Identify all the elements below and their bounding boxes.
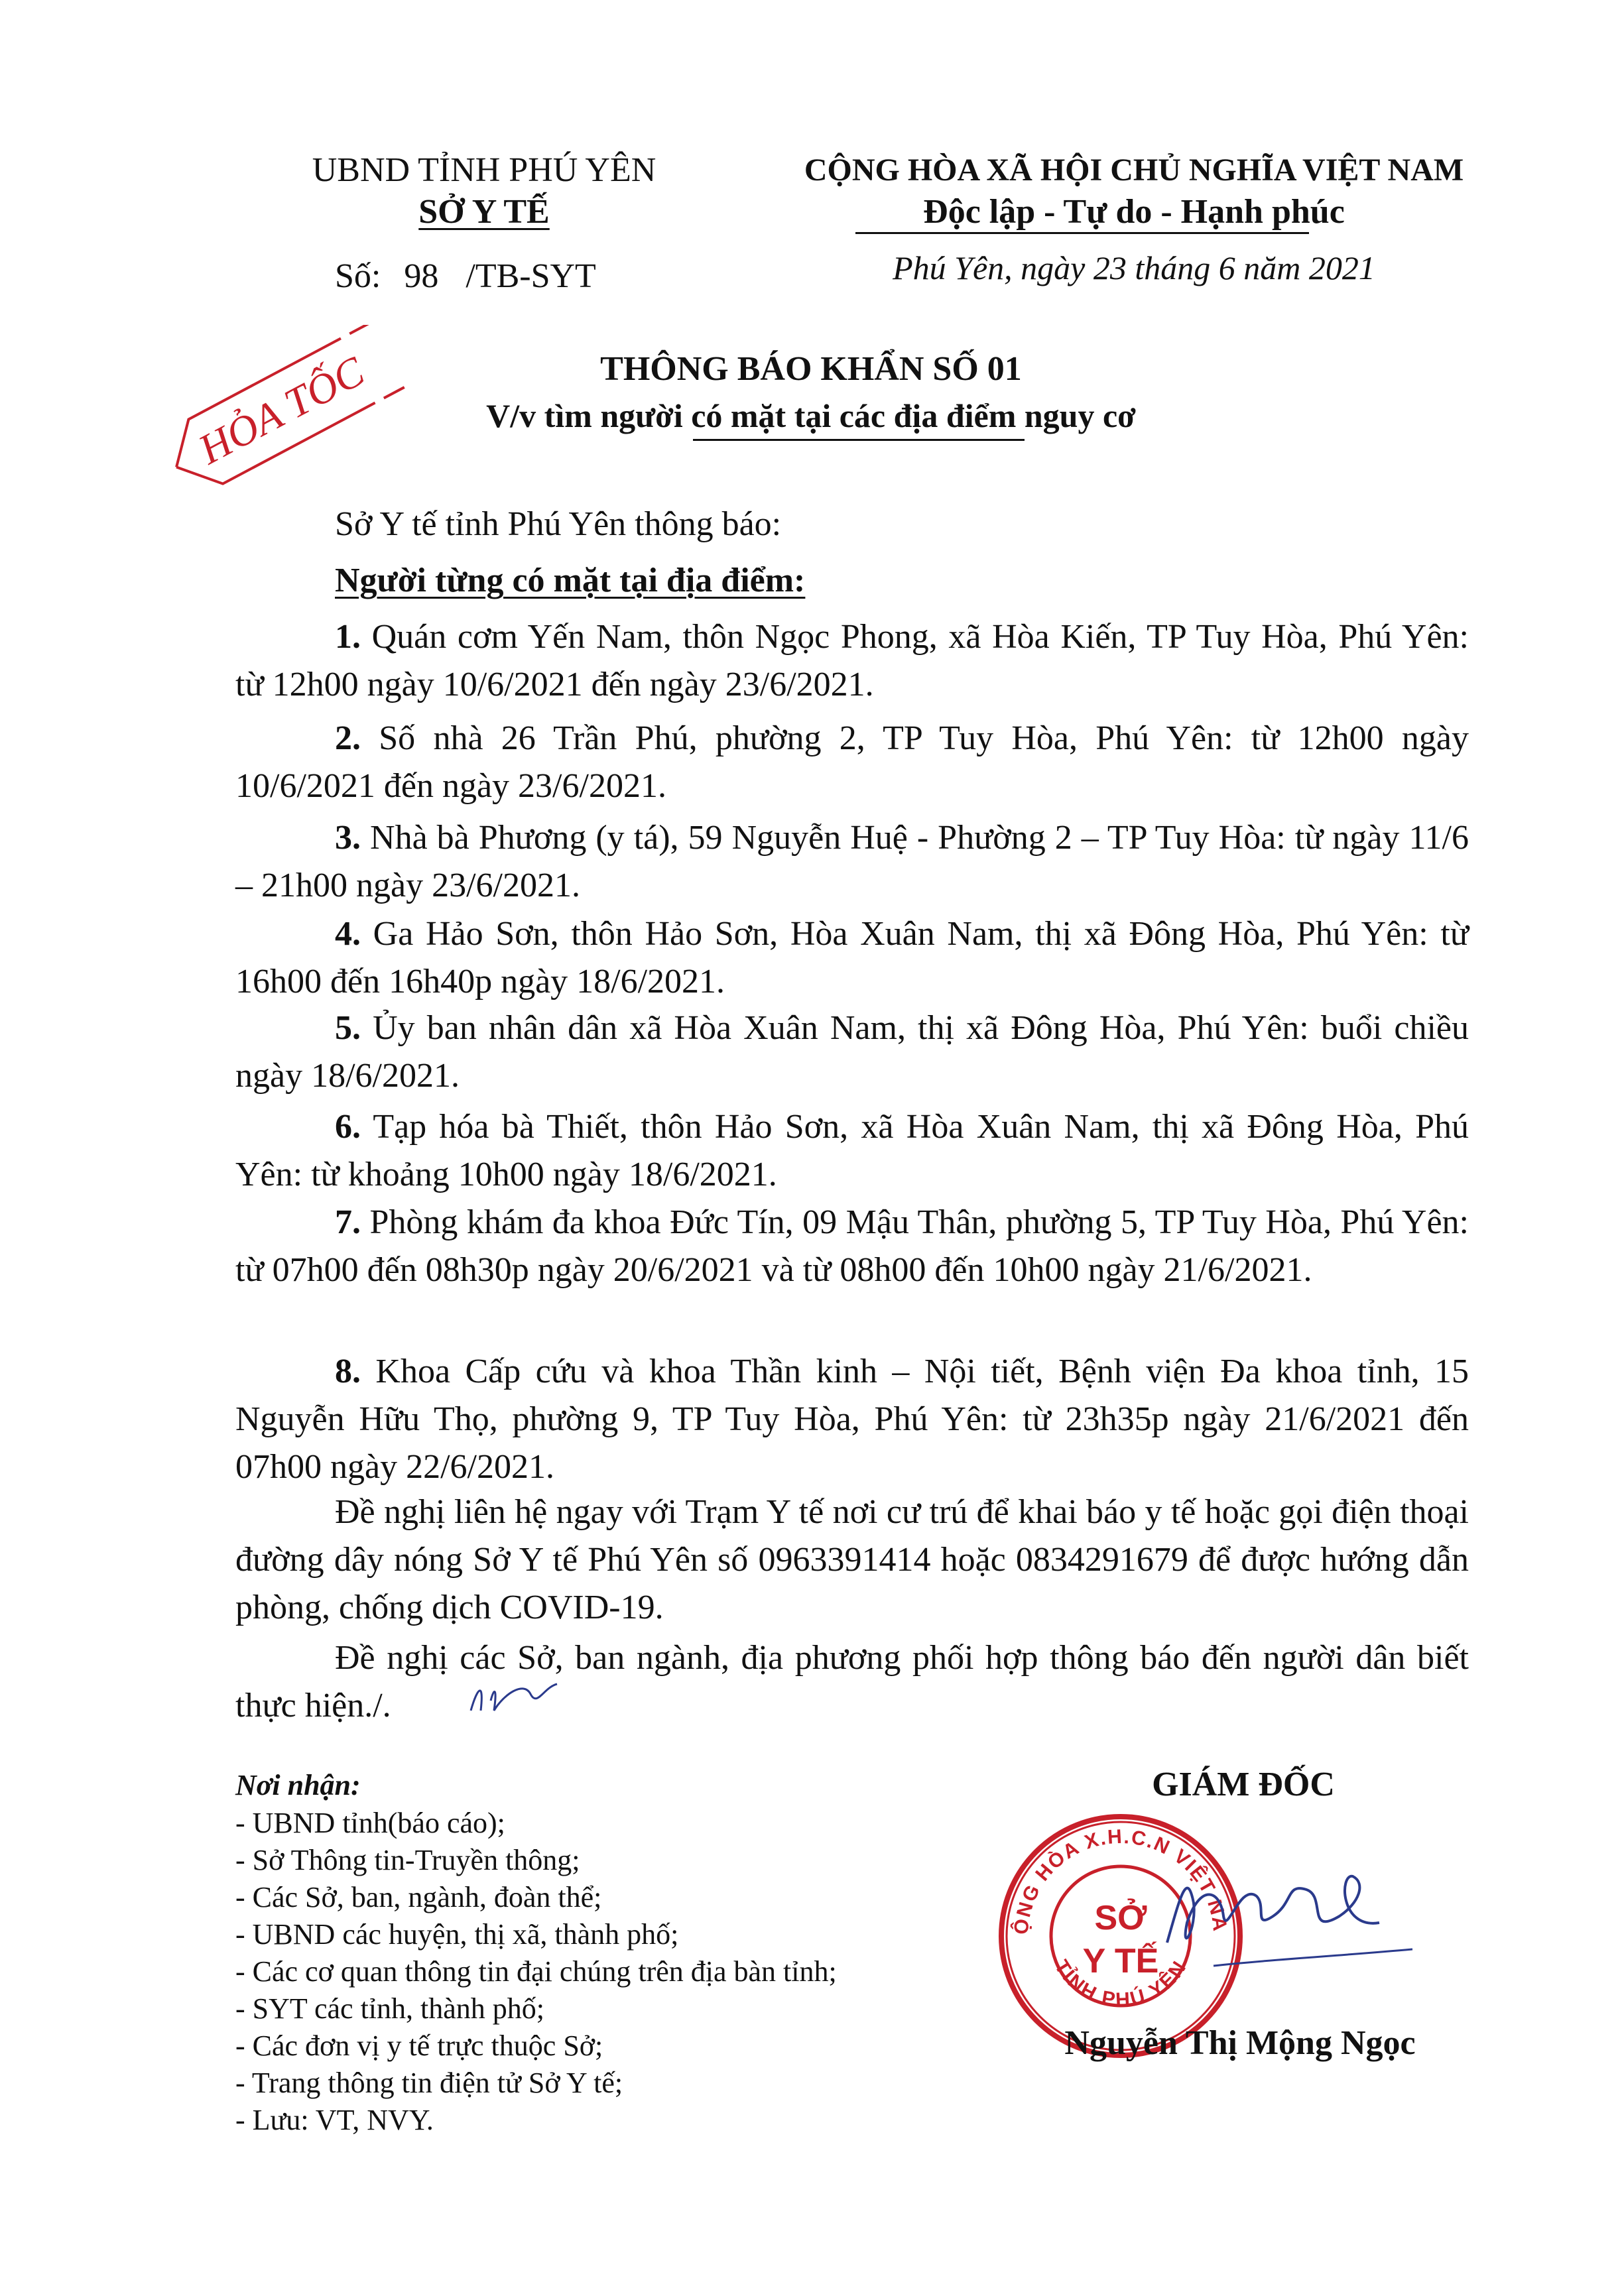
location-item <box>235 1199 1469 1294</box>
country-name: CỘNG HÒA XÃ HỘI CHỦ NGHĨA VIỆT NAM <box>804 152 1464 188</box>
notice-title: THÔNG BÁO KHẨN SỐ 01 <box>600 350 1022 388</box>
seal-center-line-1: SỞ <box>1094 1899 1147 1937</box>
intro-line: Sở Y tế tỉnh Phú Yên thông báo: <box>335 505 782 543</box>
motto-underline <box>855 232 1309 234</box>
initials-scribble <box>464 1674 564 1721</box>
location-number: 1. <box>335 618 361 656</box>
recipient-item: - UBND các huyện, thị xã, thành phố; <box>235 1918 679 1951</box>
location-number: 4. <box>335 915 361 953</box>
location-item <box>235 1348 1469 1491</box>
location-number: 7. <box>335 1203 361 1241</box>
recipients-list <box>235 1805 837 2139</box>
recipient-item: - Các đơn vị y tế trực thuộc Sở; <box>235 2029 603 2062</box>
seal-center-line-2: Y TẾ <box>1082 1942 1159 1980</box>
number-value: 98 <box>404 257 439 295</box>
recipient-item: - UBND tỉnh(báo cáo); <box>235 1807 505 1839</box>
subject-underline <box>693 439 1025 441</box>
location-text: Quán cơm Yến Nam, thôn Ngọc Phong, xã Hòa Kiến, TP Tuy Hòa, Phú Yên: từ 12h00 ngày 10/6/2021 đến ngày 23/6/2021. <box>235 618 1469 703</box>
location-number: 3. <box>335 819 361 857</box>
location-text: Ủy ban nhân dân xã Hòa Xuân Nam, thị xã Đông Hòa, Phú Yên: buổi chiều ngày 18/6/2021. <box>235 1009 1469 1095</box>
issuing-authority: UBND TỈNH PHÚ YÊN <box>312 151 656 189</box>
location-text: Phòng khám đa khoa Đức Tín, 09 Mậu Thân, phường 5, TP Tuy Hòa, Phú Yên: từ 07h00 đến 08h30p ngày 20/6/2021 và từ 08h00 đến 10h00 ngày 21/6/2021. <box>235 1203 1469 1289</box>
initials-scribble-graphic <box>464 1674 564 1721</box>
location-item <box>235 715 1469 810</box>
location-text: Ga Hảo Sơn, thôn Hảo Sơn, Hòa Xuân Nam, thị xã Đông Hòa, Phú Yên: từ 16h00 đến 16h40p ngày 18/6/2021. <box>235 915 1469 1000</box>
location-number: 2. <box>335 719 361 757</box>
location-text: Số nhà 26 Trần Phú, phường 2, TP Tuy Hòa, Phú Yên: từ 12h00 ngày 10/6/2021 đến ngày 23/6/2021. <box>235 719 1469 805</box>
number-prefix: Số: <box>335 257 381 295</box>
location-item <box>235 1103 1469 1199</box>
handwritten-signature <box>1141 1843 1419 1989</box>
seal-bottom-text: TỈNH PHÚ YÊN <box>1050 1956 1192 2012</box>
locations-heading: Người từng có mặt tại địa điểm: <box>335 562 806 599</box>
location-number: 8. <box>335 1353 361 1390</box>
seal-ring-text: ỘNG HÒA X.H.C.N VIỆT NA <box>1010 1825 1231 1936</box>
location-item <box>235 814 1469 910</box>
location-text: Tạp hóa bà Thiết, thôn Hảo Sơn, xã Hòa Xuân Nam, thị xã Đông Hòa, Phú Yên: từ khoảng 10h00 ngày 18/6/2021. <box>235 1108 1469 1193</box>
signer-position: GIÁM ĐỐC <box>1152 1766 1335 1803</box>
recipients-heading: Nơi nhận: <box>235 1769 361 1801</box>
location-number: 6. <box>335 1108 361 1146</box>
location-text: Khoa Cấp cứu và khoa Thần kinh – Nội tiết, Bệnh viện Đa khoa tỉnh, 15 Nguyễn Hữu Thọ, phường 9, TP Tuy Hòa, Phú Yên: từ 23h35p ngày 21/6/2021 đến 07h00 ngày 22/6/2021. <box>235 1353 1469 1486</box>
national-motto: Độc lập - Tự do - Hạnh phúc <box>923 193 1345 231</box>
recipient-item: - Các cơ quan thông tin đại chúng trên địa bàn tỉnh; <box>235 1955 837 1988</box>
notice-subject: V/v tìm người có mặt tại các địa điểm nguy cơ <box>486 397 1136 434</box>
recipient-item: - SYT các tỉnh, thành phố; <box>235 1992 544 2025</box>
coordination-request: Đề nghị các Sở, ban ngành, địa phương phối hợp thông báo đến người dân biết thực hiện./. <box>235 1639 1469 1724</box>
recipient-item: - Sở Thông tin-Truyền thông; <box>235 1844 580 1876</box>
place-and-date: Phú Yên, ngày 23 tháng 6 năm 2021 <box>893 249 1375 286</box>
recipient-item: - Các Sở, ban, ngành, đoàn thể; <box>235 1881 602 1913</box>
number-suffix: /TB-SYT <box>466 257 596 295</box>
location-item <box>235 910 1469 1006</box>
location-text: Nhà bà Phương (y tá), 59 Nguyễn Huệ - Phường 2 – TP Tuy Hòa: từ ngày 11/6 – 21h00 ngày 23/6/2021. <box>235 819 1469 904</box>
recipient-item: - Trang thông tin điện tử Sở Y tế; <box>235 2067 623 2099</box>
hotline-request: Đề nghị liên hệ ngay với Trạm Y tế nơi cư trú để khai báo y tế hoặc gọi điện thoại đường dây nóng Sở Y tế Phú Yên số 0963391414 hoặc 0834291679 để được hướng dẫn phòng, chống dịch COVID-19. <box>235 1493 1469 1626</box>
location-item <box>235 613 1469 709</box>
signer-name: Nguyễn Thị Mộng Ngọc <box>1064 2024 1416 2062</box>
issuing-department: SỞ Y TẾ <box>418 193 550 231</box>
urgent-stamp-text: HỎA TỐC <box>191 347 372 473</box>
location-item <box>235 1004 1469 1100</box>
location-number: 5. <box>335 1009 361 1047</box>
document-number <box>335 255 596 298</box>
recipient-item: - Lưu: VT, NVY. <box>235 2104 434 2136</box>
handwritten-signature-graphic <box>1141 1843 1419 1989</box>
